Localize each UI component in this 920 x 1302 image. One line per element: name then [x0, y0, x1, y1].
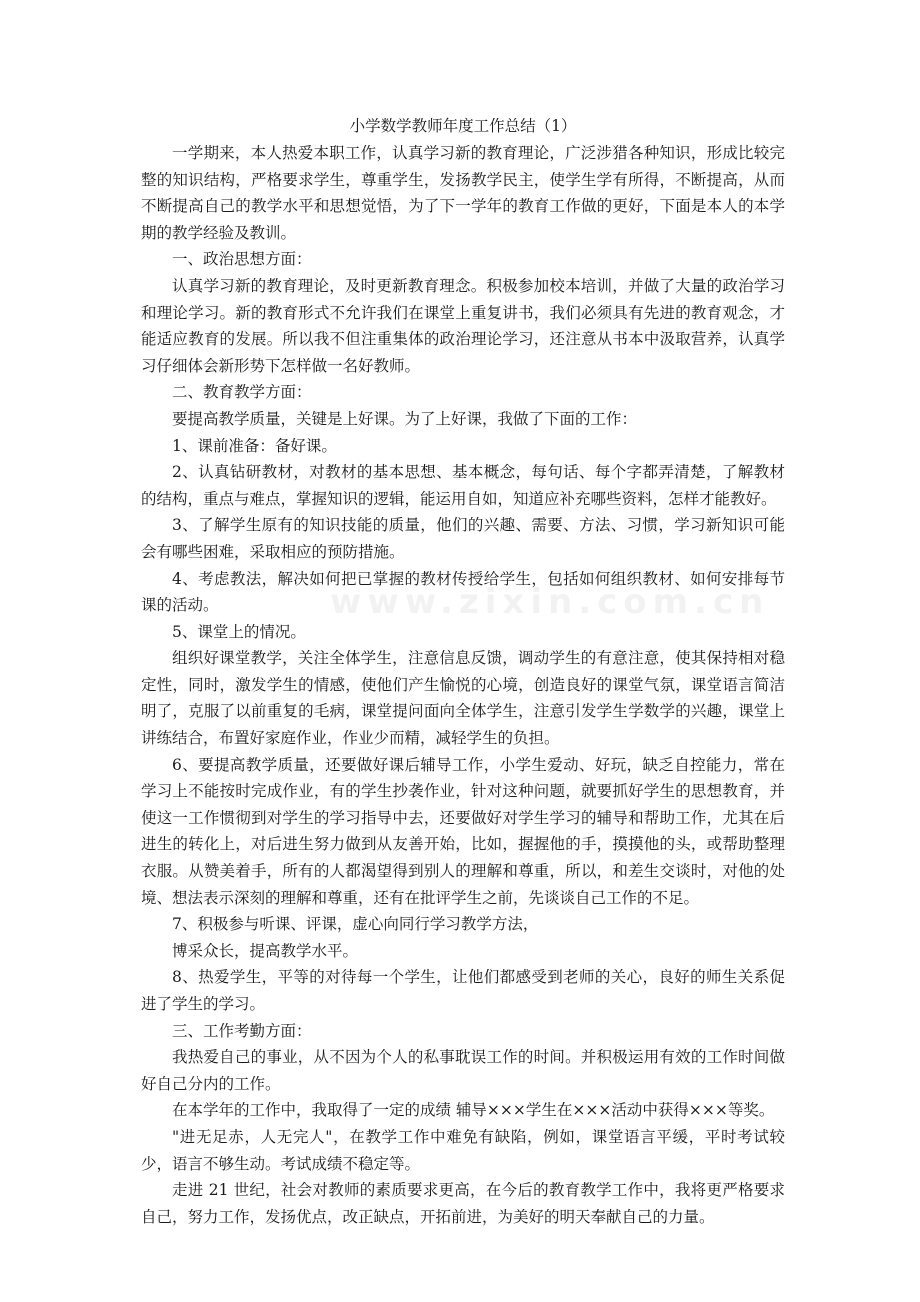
watermark: www.zixin.com.cn [330, 582, 770, 622]
section-heading-politics: 一、政治思想方面： [172, 250, 312, 269]
document-body [141, 113, 785, 1230]
list-item-8: 8、热爱学生，平等的对待每一个学生，让他们都感受到老师的关心，良好的师生关系促进了学生的学习。 [141, 968, 785, 1013]
section-heading-teaching: 二、教育教学方面： [172, 383, 312, 402]
list-item-7-continued: 博采众长，提高教学水平。 [172, 941, 359, 960]
list-item-2: 2、认真钻研教材，对教材的基本思想、基本概念，每句话、每个字都弄清楚，了解教材的结构，重点与难点，掌握知识的逻辑，能运用自如，知道应补充哪些资料，怎样才能教好。 [141, 463, 785, 508]
paragraph-achievements: 在本学年的工作中，我取得了一定的成绩 辅导×××学生在×××活动中获得×××等奖。 [172, 1101, 775, 1120]
paragraph-shortcomings: "进无足赤，人无完人"，在教学工作中难免有缺陷，例如，课堂语言平缓，平时考试较少，语言不够生动。考试成绩不稳定等。 [141, 1127, 785, 1173]
list-item-7: 7、积极参与听课、评课，虚心向同行学习教学方法， [172, 915, 539, 934]
paragraph-teaching-intro: 要提高教学质量，关键是上好课。为了上好课，我做了下面的工作： [172, 409, 638, 428]
paragraph-conclusion: 走进 21 世纪，社会对教师的素质要求更高，在今后的教育教学工作中，我将更严格要求自己，努力工作，发扬优点，改正缺点，开拓前进，为美好的明天奉献自己的力量。 [141, 1181, 785, 1226]
list-item-5: 5、课堂上的情况。 [172, 622, 306, 641]
paragraph-intro: 一学期来，本人热爱本职工作，认真学习新的教育理论，广泛涉猎各种知识，形成比较完整的知识结构，严格要求学生，尊重学生，发扬教学民主，使学生学有所得，不断提高，从而不断提高自己的教学水平和思想觉悟，为了下一学年的教育工作做的更好，下面是本人的本学期的教学经验及教训。 [141, 144, 785, 242]
list-item-6: 6、要提高教学质量，还要做好课后辅导工作，小学生爱动、好玩，缺乏自控能力，常在学习上不能按时完成作业，有的学生抄袭作业，针对这种问题，就要抓好学生的思想教育，并使这一工作惯彻到对学生的学习指导中去，还要做好对学生学习的辅导和帮助工作，尤其在后进生的转化上，对后进生努力做到从友善开始，比如，握握他的手，摸摸他的头，或帮助整理衣服。从赞美着手，所有的人都渴望得到别人的理解和尊重，所以，和差生交谈时，对他的处境、想法表示深刻的理解和尊重，还有在批评学生之前，先谈谈自己工作的不足。 [141, 755, 785, 907]
document-title: 小学数学教师年度工作总结（1） [349, 117, 577, 135]
list-item-4: 4、考虑教法，解决如何把已掌握的教材传授给学生，包括如何组织教材、如何安排每节课的活动。 [141, 569, 785, 615]
paragraph-attendance: 我热爱自己的事业，从不因为个人的私事耽误工作的时间。并积极运用有效的工作时间做好自己分内的工作。 [141, 1048, 785, 1093]
paragraph-politics: 认真学习新的教育理论，及时更新教育理念。积极参加校本培训，并做了大量的政治学习和理论学习。新的教育形式不允许我们在课堂上重复讲书，我们必须具有先进的教育观念，才能适应教育的发展。所以我不但注重集体的政治理论学习，还注意从书本中汲取营养，认真学习仔细体会新形势下怎样做一名好教师。 [141, 276, 785, 375]
list-item-1: 1、课前准备：备好课。 [172, 436, 337, 455]
list-item-3: 3、了解学生原有的知识技能的质量，他们的兴趣、需要、方法、习惯，学习新知识可能会有哪些困难，采取相应的预防措施。 [141, 516, 785, 561]
paragraph-classroom: 组织好课堂教学，关注全体学生，注意信息反馈，调动学生的有意注意，使其保持相对稳定性，同时，激发学生的情感，使他们产生愉悦的心境，创造良好的课堂气氛，课堂语言简洁明了，克服了以前重复的毛病，课堂提问面向全体学生，注意引发学生学数学的兴趣，课堂上讲练结合，布置好家庭作业，作业少而精，减轻学生的负担。 [141, 649, 785, 748]
section-heading-attendance: 三、工作考勤方面： [172, 1021, 312, 1040]
